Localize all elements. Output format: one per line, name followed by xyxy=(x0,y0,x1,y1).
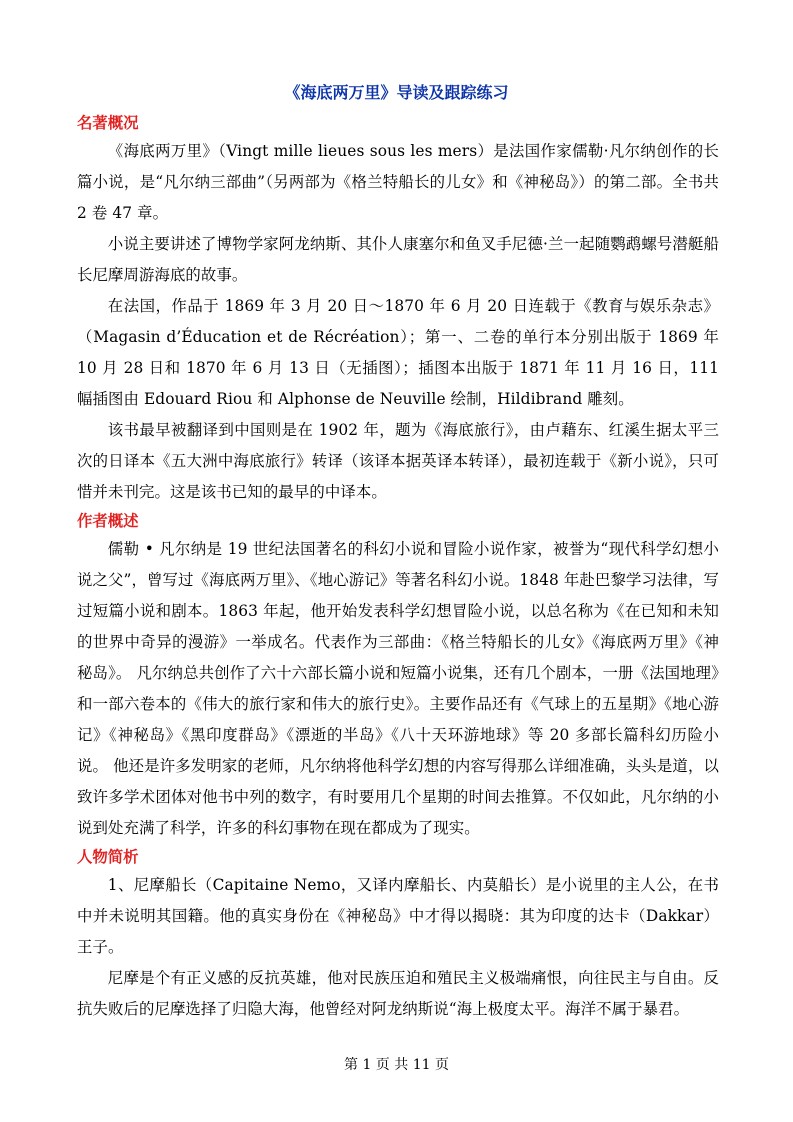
section-heading: 人物简析 xyxy=(77,848,139,866)
section-author xyxy=(77,508,719,844)
paragraph: 儒勒 • 凡尔纳是 19 世纪法国著名的科幻小说和冒险小说作家，被誉为“现代科学幻想小说之父”，曾写过《海底两万里》、《地心游记》等著名科幻小说。1848 年赴巴黎学习法律，写过短篇小说和剧本。1863 年起，他开始发表科学幻想冒险小说，以总名称为《在已知和未知的世界中奇异的漫游》一举成名。代表作为三部曲：《格兰特船长的儿女》《海底两万里》《神秘岛》。 凡尔纳总共创作了六十六部长篇小说和短篇小说集，还有几个剧本，一册《法国地理》和一部六卷本的《伟大的旅行家和伟大的旅行史》。主要作品还有《气球上的五星期》《地心游记》《神秘岛》《黑印度群岛》《漂逝的半岛》《八十天环游地球》等 20 多部长篇科幻历险小说。 他还是许多发明家的老师，凡尔纳将他科学幻想的内容写得那么详细准确，头头是道，以致许多学术团体对他书中列的数字，有时要用几个星期的时间去推算。不仅如此，凡尔纳的小说到处充满了科学，许多的科幻事物在现在都成为了现实。 xyxy=(77,540,719,837)
section-heading: 名著概况 xyxy=(77,114,139,132)
paragraph: 该书最早被翻译到中国则是在 1902 年，题为《海底旅行》，由卢藉东、红溪生据太平三次的日译本《五大洲中海底旅行》转译（该译本据英译本转译），最初连载于《新小说》，只可惜并未刊完。这是该书已知的最早的中译本。 xyxy=(77,421,719,501)
section-characters xyxy=(77,844,719,1025)
paragraph: 1、尼摩船长（Capitaine Nemo，又译内摩船长、内莫船长）是小说里的主人公，在书中并未说明其国籍。他的真实身份在《神秘岛》中才得以揭晓：其为印度的达卡（Dakkar）王子。 xyxy=(77,876,719,956)
paragraph: 尼摩是个有正义感的反抗英雄，他对民族压迫和殖民主义极端痛恨，向往民主与自由。反抗失败后的尼摩选择了归隐大海，他曾经对阿龙纳斯说“海上极度太平。海洋不属于暴君。 xyxy=(77,969,719,1018)
paragraph: 在法国，作品于 1869 年 3 月 20 日～1870 年 6 月 20 日连载于《教育与娱乐杂志》（Magasin d’Éducation et de Récréation）；第一、二卷的单行本分别出版于 1869 年 10 月 28 日和 1870 年 6 月 13 日（无插图）；插图本出版于 1871 年 11 月 16 日，111 幅插图由 Edouard Riou 和 Alphonse de Neuville 绘制，Hildibrand 雕刻。 xyxy=(77,297,719,408)
section-heading: 作者概述 xyxy=(77,512,139,530)
paragraph: 小说主要讲述了博物学家阿龙纳斯、其仆人康塞尔和鱼叉手尼德·兰一起随鹦鹉螺号潜艇船长尼摩周游海底的故事。 xyxy=(77,235,719,284)
section-overview xyxy=(77,110,719,508)
paragraph: 《海底两万里》（Vingt mille lieues sous les mers）是法国作家儒勒·凡尔纳创作的长篇小说，是“凡尔纳三部曲”（另两部为《格兰特船长的儿女》和《神秘岛》）的第二部。全书共 2 卷 47 章。 xyxy=(77,142,719,222)
page-number-footer: 第 1 页 共 11 页 xyxy=(344,1057,449,1073)
document-body xyxy=(77,110,719,1025)
document-title: 《海底两万里》导读及跟踪练习 xyxy=(284,83,509,102)
